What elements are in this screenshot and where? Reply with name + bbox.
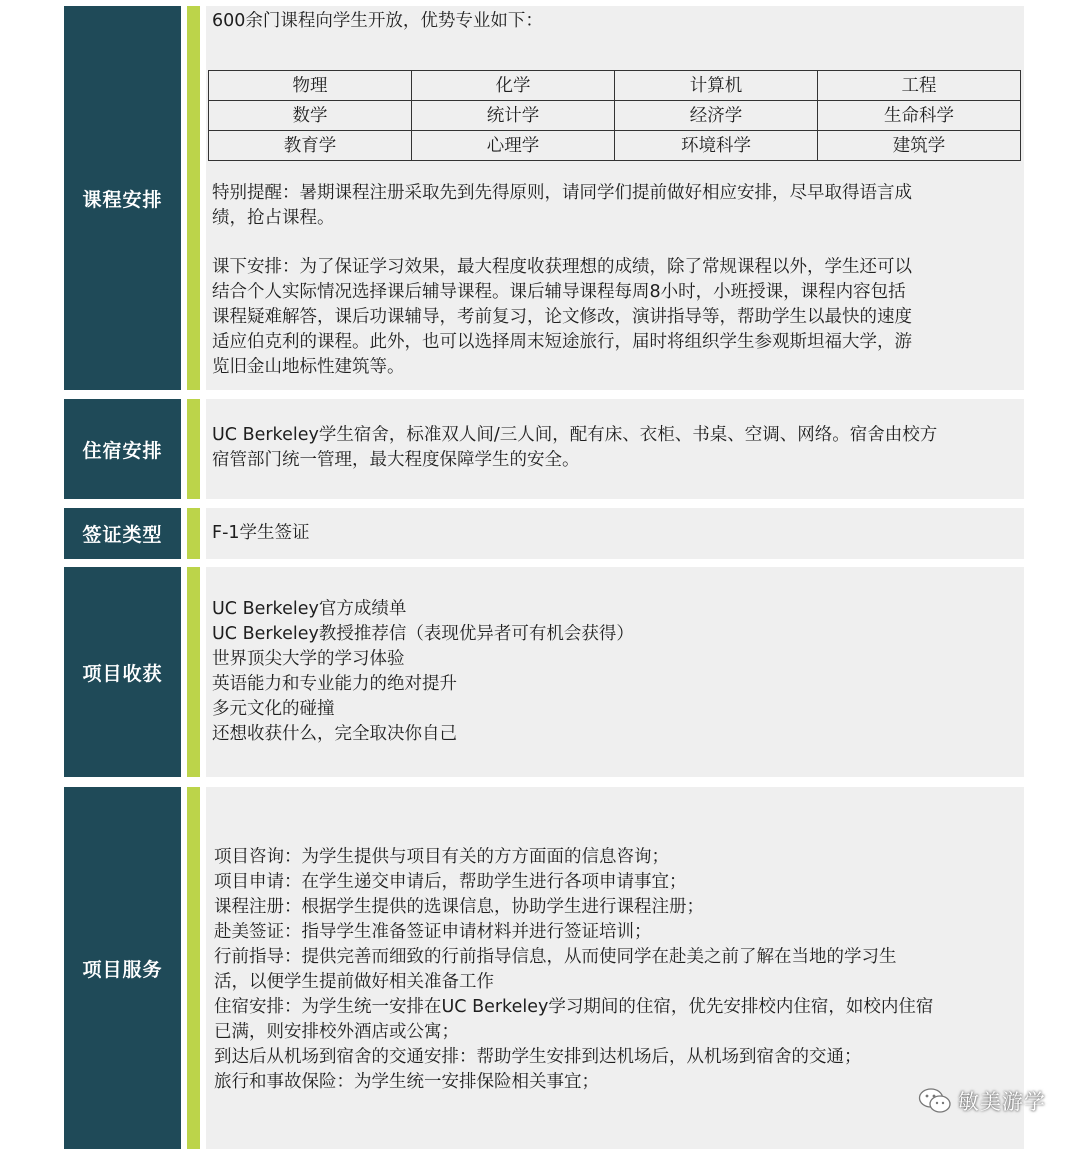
table-cell: 化学 <box>412 71 615 101</box>
courses-notice: 特别提醒：暑期课程注册采取先到先得原则，请同学们提前做好相应安排，尽早取得语言成 绩，抢占课程。 <box>212 183 912 228</box>
courses-after-class: 课下安排：为了保证学习效果，最大程度收获理想的成绩，除了常规课程以外，学生还可以 结合个人实际情况选择课后辅导课程。课后辅导课程每周8小时，小班授课，课程内容包括 课程疑难解答，课后功课辅导，考前复习，论文修改，演讲指导等，帮助学生以最快的速度 适应伯克利的课程。此外，也可以选择周末短途旅行，届时将组织学生参观斯坦福大学，游 览旧金山地标性建筑等。 <box>212 257 912 377</box>
list-item: 课程注册：根据学生提供的选课信息，协助学生进行课程注册； <box>214 897 704 917</box>
list-item: 还想收获什么，完全取决你自己 <box>212 724 457 744</box>
list-item: 项目咨询：为学生提供与项目有关的方方面面的信息咨询； <box>214 847 669 867</box>
table-cell: 统计学 <box>412 101 615 131</box>
majors-table <box>208 70 1021 161</box>
table-cell: 数学 <box>209 101 412 131</box>
table-cell: 经济学 <box>615 101 818 131</box>
accent-bar <box>187 508 200 559</box>
list-item: UC Berkeley官方成绩单 <box>212 599 407 619</box>
list-item: 赴美签证：指导学生准备签证申请材料并进行签证培训； <box>214 922 652 942</box>
section-label: 住宿安排 <box>64 399 181 499</box>
list-item: 英语能力和专业能力的绝对提升 <box>212 674 457 694</box>
wechat-icon <box>918 1087 952 1115</box>
gains-list <box>212 597 634 747</box>
list-item: 活，以便学生提前做好相关准备工作 <box>214 972 494 992</box>
table-cell: 计算机 <box>615 71 818 101</box>
section-gains <box>64 567 1024 777</box>
section-housing <box>64 399 1024 499</box>
housing-text: UC Berkeley学生宿舍，标准双人间/三人间，配有床、衣柜、书桌、空调、网络。宿舍由校方 宿管部门统一管理，最大程度保障学生的安全。 <box>212 425 938 470</box>
section-label: 项目服务 <box>64 787 181 1149</box>
list-item: 多元文化的碰撞 <box>212 699 335 719</box>
section-content <box>206 399 1024 499</box>
section-services <box>64 787 1024 1149</box>
list-item: UC Berkeley教授推荐信（表现优异者可有机会获得） <box>212 624 634 644</box>
list-item: 项目申请：在学生递交申请后，帮助学生进行各项申请事宜； <box>214 872 687 892</box>
visa-text: F-1学生签证 <box>212 523 310 543</box>
section-label: 签证类型 <box>64 508 181 559</box>
list-item: 行前指导：提供完善而细致的行前指导信息，从而使同学在赴美之前了解在当地的学习生 <box>214 947 897 967</box>
watermark-text: 敏美游学 <box>958 1090 1046 1114</box>
list-item: 住宿安排：为学生统一安排在UC Berkeley学习期间的住宿，优先安排校内住宿，如校内住宿 <box>214 997 934 1017</box>
table-cell: 物理 <box>209 71 412 101</box>
services-list <box>214 845 933 1095</box>
section-visa <box>64 508 1024 559</box>
accent-bar <box>187 567 200 777</box>
accent-bar <box>187 6 200 390</box>
table-cell: 工程 <box>818 71 1021 101</box>
table-cell: 心理学 <box>412 131 615 161</box>
table-row <box>209 131 1021 161</box>
list-item: 世界顶尖大学的学习体验 <box>212 649 405 669</box>
courses-intro: 600余门课程向学生开放，优势专业如下： <box>212 11 543 31</box>
table-row <box>209 101 1021 131</box>
watermark <box>918 1086 1046 1116</box>
section-content <box>206 508 1024 559</box>
table-cell: 教育学 <box>209 131 412 161</box>
table-cell: 建筑学 <box>818 131 1021 161</box>
table-cell: 环境科学 <box>615 131 818 161</box>
section-label: 课程安排 <box>64 6 181 390</box>
section-courses <box>64 6 1024 390</box>
section-content <box>206 567 1024 777</box>
section-content <box>206 6 1024 390</box>
list-item: 旅行和事故保险：为学生统一安排保险相关事宜； <box>214 1072 599 1092</box>
table-cell: 生命科学 <box>818 101 1021 131</box>
list-item: 已满，则安排校外酒店或公寓； <box>214 1022 459 1042</box>
section-label: 项目收获 <box>64 567 181 777</box>
table-row <box>209 71 1021 101</box>
section-content <box>206 787 1024 1149</box>
list-item: 到达后从机场到宿舍的交通安排：帮助学生安排到达机场后，从机场到宿舍的交通； <box>214 1047 862 1067</box>
accent-bar <box>187 787 200 1149</box>
accent-bar <box>187 399 200 499</box>
